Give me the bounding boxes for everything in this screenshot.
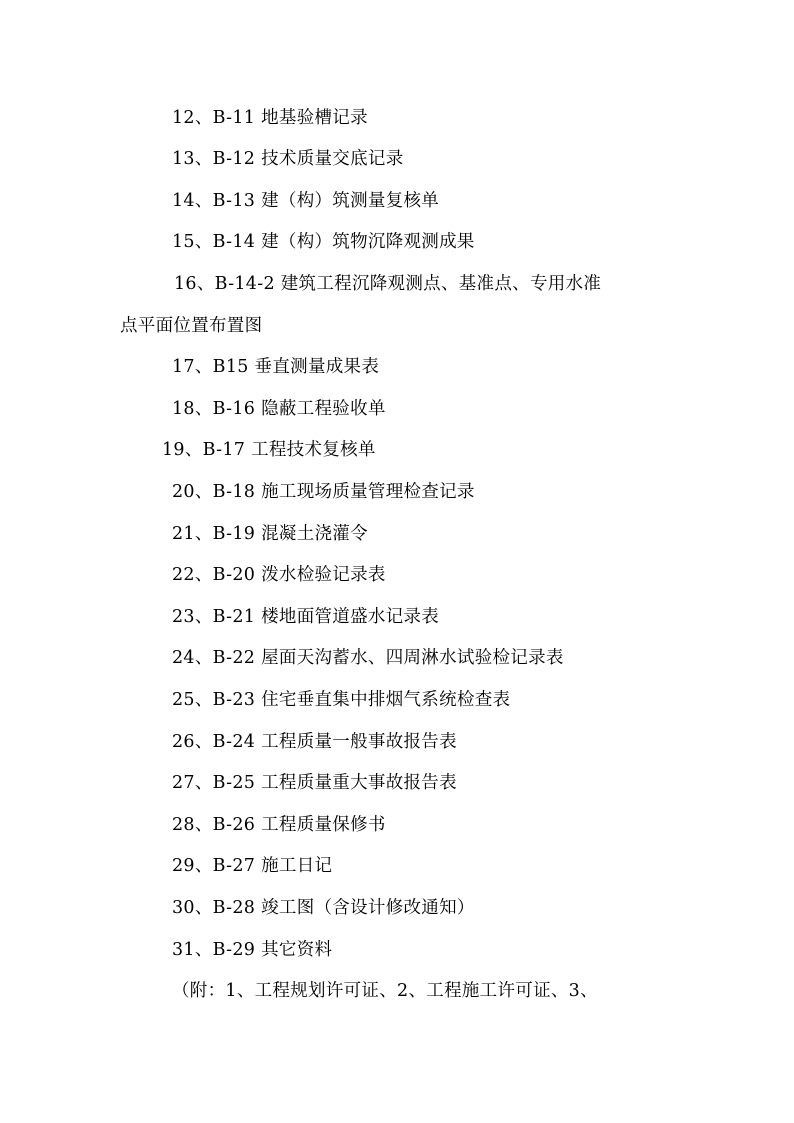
list-item-19: 19、B-17 工程技术复核单: [162, 440, 376, 460]
list-item-25: 25、B-23 住宅垂直集中排烟气系统检查表: [172, 690, 511, 710]
list-item-23: 23、B-21 楼地面管道盛水记录表: [172, 607, 440, 627]
list-item-24: 24、B-22 屋面天沟蓄水、四周淋水试验检记录表: [172, 648, 564, 668]
list-item-14: 14、B-13 建（构）筑测量复核单: [172, 191, 440, 211]
list-item-31: 31、B-29 其它资料: [172, 940, 333, 960]
list-item-16: 16、B-14-2 建筑工程沉降观测点、基准点、专用水准: [174, 274, 602, 294]
list-item-15: 15、B-14 建（构）筑物沉降观测成果: [172, 232, 475, 252]
list-item-22: 22、B-20 泼水检验记录表: [172, 565, 386, 585]
list-item-21: 21、B-19 混凝土浇灌令: [172, 524, 368, 544]
list-item-30: 30、B-28 竣工图（含设计修改通知）: [172, 898, 475, 918]
appendix-note: （附：1、工程规划许可证、2、工程施工许可证、3、: [172, 981, 598, 1001]
list-item-28: 28、B-26 工程质量保修书: [172, 815, 386, 835]
list-item-26: 26、B-24 工程质量一般事故报告表: [172, 732, 457, 752]
list-item-20: 20、B-18 施工现场质量管理检查记录: [172, 482, 475, 502]
list-item-17: 17、B15 垂直测量成果表: [172, 357, 380, 377]
list-item-13: 13、B-12 技术质量交底记录: [172, 149, 404, 169]
list-item-29: 29、B-27 施工日记: [172, 856, 333, 876]
list-item-12: 12、B-11 地基验槽记录: [172, 108, 368, 128]
list-item-27: 27、B-25 工程质量重大事故报告表: [172, 773, 457, 793]
list-item-18: 18、B-16 隐蔽工程验收单: [172, 399, 386, 419]
list-item-16-continuation: 点平面位置布置图: [120, 316, 263, 336]
